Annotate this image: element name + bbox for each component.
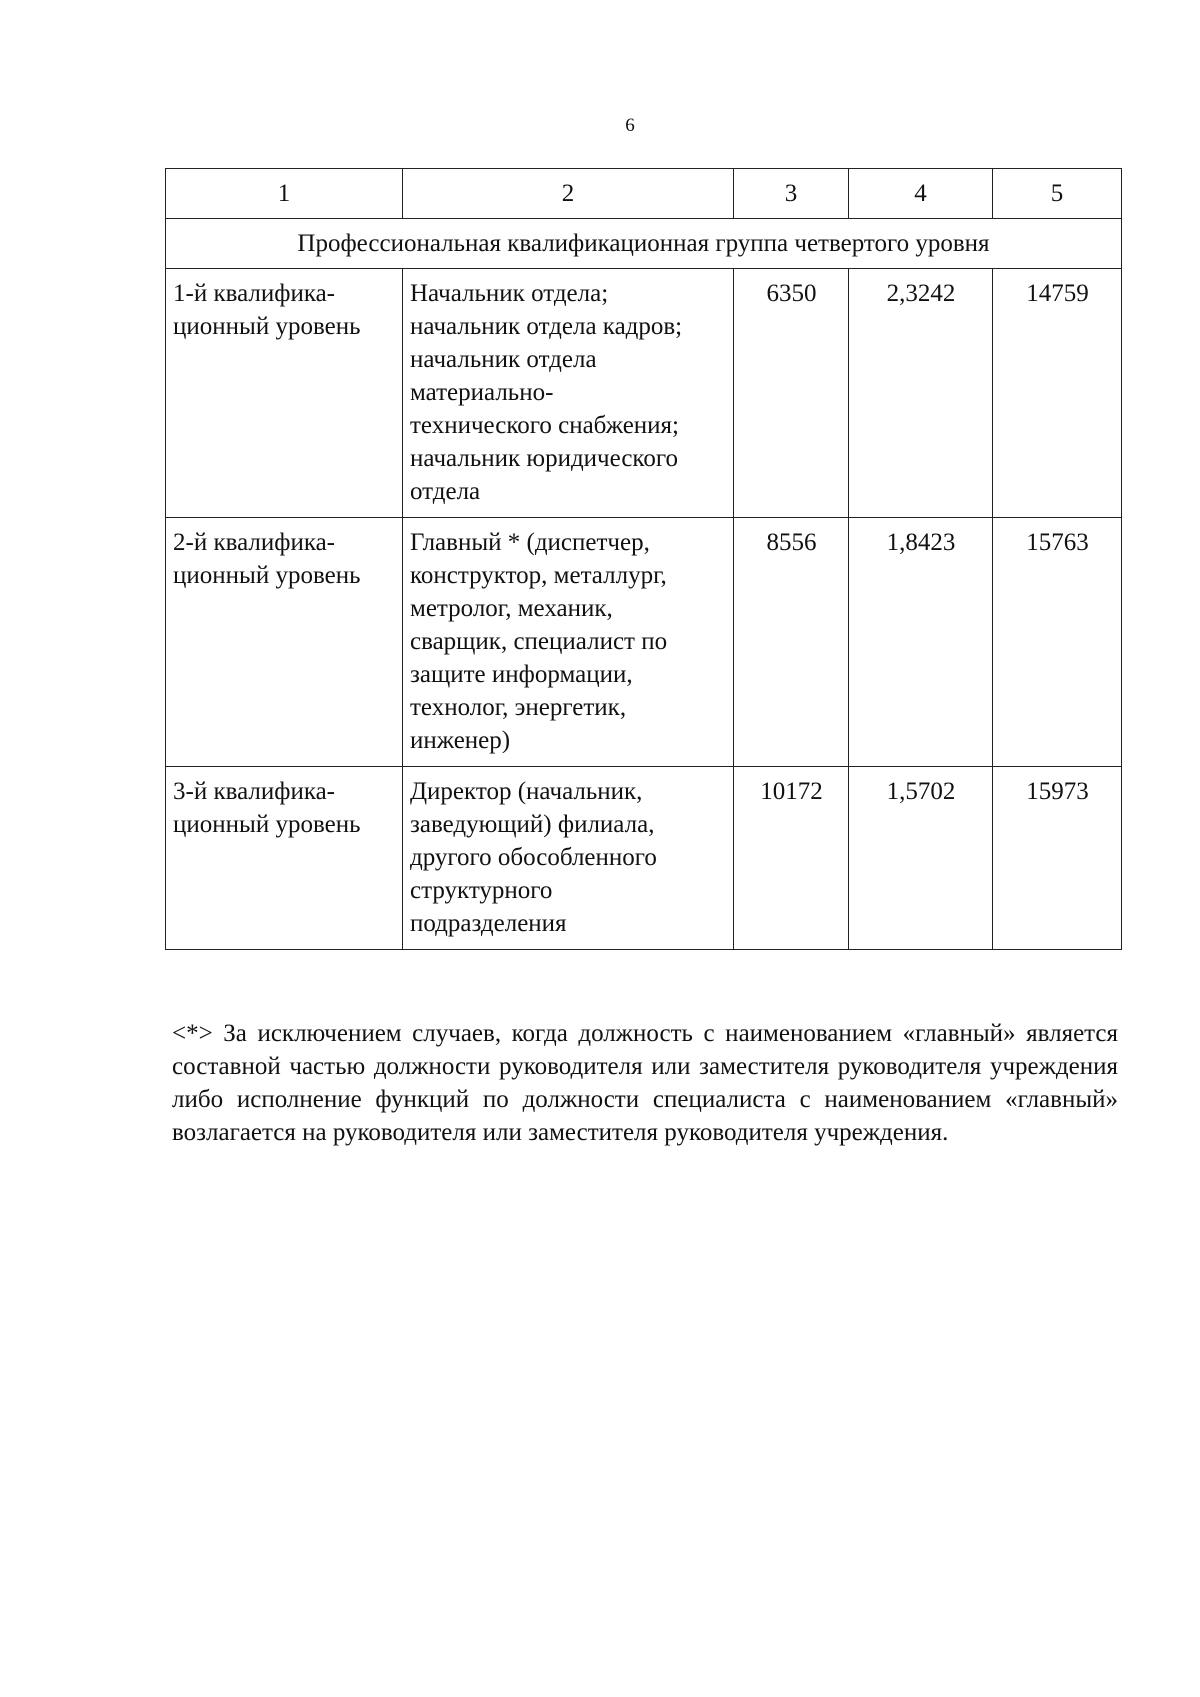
column-5-value: 14759 — [993, 269, 1122, 518]
level-line: ционный уровень — [173, 562, 361, 589]
table-row — [166, 518, 1122, 767]
group-title-row — [166, 219, 1122, 269]
column-3-value: 6350 — [734, 269, 849, 518]
positions-cell — [403, 269, 734, 518]
page-number: 6 — [625, 115, 635, 136]
column-header-4: 4 — [849, 169, 993, 219]
column-header-2: 2 — [403, 169, 734, 219]
position-line: Главный * (диспетчер, — [410, 529, 650, 556]
positions-cell — [403, 518, 734, 767]
column-header-row — [166, 169, 1122, 219]
level-line: ционный уровень — [173, 811, 361, 838]
level-line: ционный уровень — [173, 313, 361, 340]
level-line: 3-й квалифика- — [173, 778, 336, 805]
column-4-value: 1,8423 — [849, 518, 993, 767]
position-line: конструктор, металлург, — [410, 562, 667, 589]
footnote: <*> За исключением случаев, когда должность с наименованием «главный» является составной частью должности руководителя или заместителя руководителя учреждения либо исполнение функций по должности специалиста с наименованием «главный» возлагается на руководителя или заместителя руководителя учреждения. — [172, 1020, 1118, 1146]
group-title: Профессиональная квалификационная группа четвертого уровня — [166, 219, 1122, 269]
qualification-level-cell — [166, 518, 403, 767]
position-line: другого обособленного — [410, 844, 657, 871]
column-header-5: 5 — [993, 169, 1122, 219]
position-line: Начальник отдела; — [410, 280, 609, 307]
table-row — [166, 767, 1122, 950]
column-3-value: 10172 — [734, 767, 849, 950]
column-header-3: 3 — [734, 169, 849, 219]
column-5-value: 15973 — [993, 767, 1122, 950]
position-line: отдела — [410, 478, 481, 505]
column-5-value: 15763 — [993, 518, 1122, 767]
position-line: начальник отдела — [410, 346, 597, 373]
column-4-value: 2,3242 — [849, 269, 993, 518]
qualification-table — [165, 168, 1122, 950]
table-row — [166, 269, 1122, 518]
position-line: технолог, энергетик, — [410, 694, 627, 721]
column-3-value: 8556 — [734, 518, 849, 767]
position-line: технического снабжения; — [410, 412, 680, 439]
position-line: начальник отдела кадров; — [410, 313, 683, 340]
position-line: инженер) — [410, 727, 511, 754]
position-line: начальник юридического — [410, 445, 678, 472]
position-line: Директор (начальник, — [410, 778, 643, 805]
level-line: 1-й квалифика- — [173, 280, 336, 307]
position-line: подразделения — [410, 910, 567, 937]
column-header-1: 1 — [166, 169, 403, 219]
qualification-level-cell — [166, 767, 403, 950]
positions-cell — [403, 767, 734, 950]
column-4-value: 1,5702 — [849, 767, 993, 950]
position-line: структурного — [410, 877, 553, 904]
position-line: заведующий) филиала, — [410, 811, 655, 838]
position-line: материально- — [410, 379, 554, 406]
qualification-level-cell — [166, 269, 403, 518]
position-line: метролог, механик, — [410, 595, 613, 622]
position-line: сварщик, специалист по — [410, 628, 668, 655]
position-line: защите информации, — [410, 661, 633, 688]
level-line: 2-й квалифика- — [173, 529, 336, 556]
